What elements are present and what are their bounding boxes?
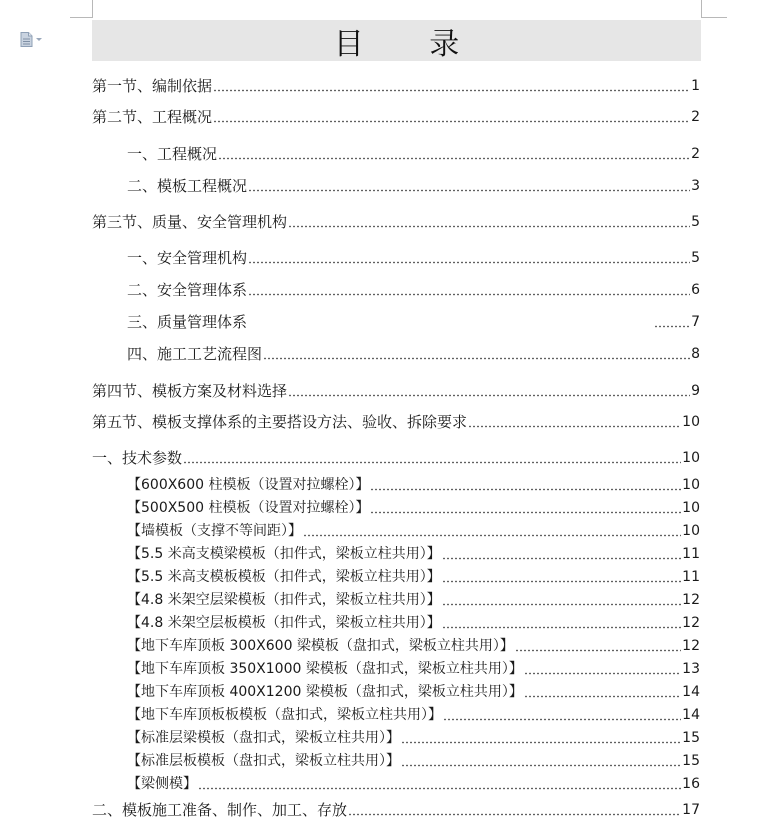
toc-entry[interactable] — [92, 209, 700, 231]
toc-entry-page: 12 — [682, 638, 700, 654]
toc-entry-label: 【标准层板模板（盘扣式，梁板立柱共用）】 — [127, 753, 400, 769]
toc-entry[interactable] — [127, 495, 700, 517]
toc-entry[interactable] — [127, 309, 700, 331]
toc-entry-page: 13 — [682, 661, 700, 677]
toc-title: 目 录 — [92, 20, 701, 61]
toc-entry-page: 17 — [682, 802, 700, 818]
toc-entry[interactable] — [127, 341, 700, 363]
toc-leader — [654, 325, 690, 328]
toc-leader — [183, 461, 681, 464]
toc-entry-page: 5 — [691, 250, 700, 266]
toc-entry-label: 【4.8 米架空层梁模板（扣件式，梁板立柱共用）】 — [127, 592, 441, 608]
toc-leader — [370, 488, 681, 491]
toc-entry-page: 9 — [691, 383, 700, 399]
toc-entry[interactable] — [92, 73, 700, 95]
toc-entry-page: 11 — [682, 546, 700, 562]
toc-entry-label: 第二节、工程概况 — [92, 108, 213, 126]
toc-entry-label: 一、安全管理机构 — [127, 249, 248, 267]
toc-leader — [442, 626, 681, 629]
toc-entry-label: 二、模板工程概况 — [127, 177, 248, 195]
toc-leader — [288, 394, 690, 397]
toc-entry-label: 第一节、编制依据 — [92, 77, 213, 95]
toc-entry[interactable] — [127, 610, 700, 632]
toc-entry-page: 10 — [682, 500, 700, 516]
toc-entry[interactable] — [127, 518, 700, 540]
toc-leader — [401, 741, 681, 744]
toc-entry-label: 一、工程概况 — [127, 145, 218, 163]
toc-entry-label: 第三节、质量、安全管理机构 — [92, 213, 288, 231]
toc-entry-label: 一、技术参数 — [92, 449, 183, 467]
toc-entry-page: 10 — [682, 450, 700, 466]
toc-leader — [468, 425, 681, 428]
toc-entry[interactable] — [127, 725, 700, 747]
toc-entry[interactable] — [92, 797, 700, 819]
toc-entry-label: 【地下车库顶板 400X1200 梁模板（盘扣式，梁板立柱共用）】 — [127, 684, 523, 700]
toc-entry[interactable] — [92, 104, 700, 126]
toc-leader — [213, 120, 690, 123]
toc-entry-label: 三、质量管理体系 — [127, 313, 248, 331]
toc-entry-page: 8 — [691, 346, 700, 362]
toc-entry-label: 二、安全管理体系 — [127, 281, 248, 299]
toc-entry-label: 第四节、模板方案及材料选择 — [92, 382, 288, 400]
toc-entry-page: 15 — [682, 753, 700, 769]
toc-entry-label: 二、模板施工准备、制作、加工、存放 — [92, 801, 348, 819]
toc-entry[interactable] — [127, 541, 700, 563]
toc-entry-page: 3 — [691, 178, 700, 194]
toc-entry[interactable] — [127, 173, 700, 195]
toc-entry-label: 【地下车库顶板板模板（盘扣式，梁板立柱共用）】 — [127, 707, 442, 723]
toc-leader — [288, 225, 690, 228]
toc-entry-label: 【梁侧模】 — [127, 776, 197, 792]
toc-entry-page: 12 — [682, 615, 700, 631]
toc-leader — [218, 157, 690, 160]
toc-entry-label: 【地下车库顶板 350X1000 梁模板（盘扣式，梁板立柱共用）】 — [127, 661, 523, 677]
toc-entry[interactable] — [127, 141, 700, 163]
toc-entry[interactable] — [127, 472, 700, 494]
toc-entry[interactable] — [92, 445, 700, 467]
toc-entry[interactable] — [127, 564, 700, 586]
toc-entry-page: 5 — [691, 214, 700, 230]
toc-entry-label: 第五节、模板支撑体系的主要搭设方法、验收、拆除要求 — [92, 413, 468, 431]
toc-entry-page: 1 — [691, 78, 700, 94]
toc-leader — [213, 89, 690, 92]
toc-entry-label: 【600X600 柱模板（设置对拉螺栓）】 — [127, 477, 370, 493]
toc-entry[interactable] — [92, 409, 700, 431]
toc-entry-label: 【墙模板（支撑不等间距）】 — [127, 523, 302, 539]
toc-entry[interactable] — [127, 771, 700, 793]
toc-entry-page: 14 — [682, 707, 700, 723]
toc-entry-page: 10 — [682, 414, 700, 430]
toc-entry-page: 16 — [682, 776, 700, 792]
toc-entry[interactable] — [127, 587, 700, 609]
toc-entry[interactable] — [92, 378, 700, 400]
toc-entry-page: 7 — [691, 314, 700, 330]
toc-entry[interactable] — [127, 679, 700, 701]
toc-entry-page: 2 — [691, 109, 700, 125]
toc-leader — [442, 580, 681, 583]
toc-entry-page: 14 — [682, 684, 700, 700]
toc-entry[interactable] — [127, 277, 700, 299]
toc-leader — [248, 261, 690, 264]
toc-entry-page: 10 — [682, 523, 700, 539]
toc-entry-label: 【5.5 米高支模梁模板（扣件式，梁板立柱共用）】 — [127, 546, 441, 562]
toc-entry-page: 2 — [691, 146, 700, 162]
toc-entry-label: 【500X500 柱模板（设置对拉螺栓）】 — [127, 500, 370, 516]
toc-leader — [303, 534, 681, 537]
toc-entry-label: 【标准层梁模板（盘扣式，梁板立柱共用）】 — [127, 730, 400, 746]
toc-leader — [248, 189, 690, 192]
toc-leader — [370, 511, 681, 514]
toc-entry-page: 6 — [691, 282, 700, 298]
toc-entry-page: 11 — [682, 569, 700, 585]
toc-leader — [248, 293, 690, 296]
toc-leader — [348, 813, 681, 816]
toc-entry-label: 【5.5 米高支模板模板（扣件式，梁板立柱共用）】 — [127, 569, 441, 585]
toc-entry[interactable] — [127, 702, 700, 724]
toc-leader — [443, 718, 681, 721]
toc-entry[interactable] — [127, 245, 700, 267]
toc-leader — [401, 764, 681, 767]
toc-leader — [515, 649, 681, 652]
toc-leader — [524, 672, 681, 675]
toc-entry-label: 四、施工工艺流程图 — [127, 345, 263, 363]
toc-leader — [198, 787, 681, 790]
toc-entry-page: 15 — [682, 730, 700, 746]
toc-entry[interactable] — [127, 633, 700, 655]
toc-entry-label: 【地下车库顶板 300X600 梁模板（盘扣式，梁板立柱共用）】 — [127, 638, 514, 654]
toc-leader — [524, 695, 681, 698]
toc-entry[interactable] — [127, 748, 700, 770]
toc-leader — [442, 603, 681, 606]
toc-entry[interactable] — [127, 656, 700, 678]
toc-entry-page: 10 — [682, 477, 700, 493]
toc-leader — [442, 557, 681, 560]
toc-leader — [263, 357, 690, 360]
toc-entry-label: 【4.8 米架空层板模板（扣件式，梁板立柱共用）】 — [127, 615, 441, 631]
toc-entry-page: 12 — [682, 592, 700, 608]
